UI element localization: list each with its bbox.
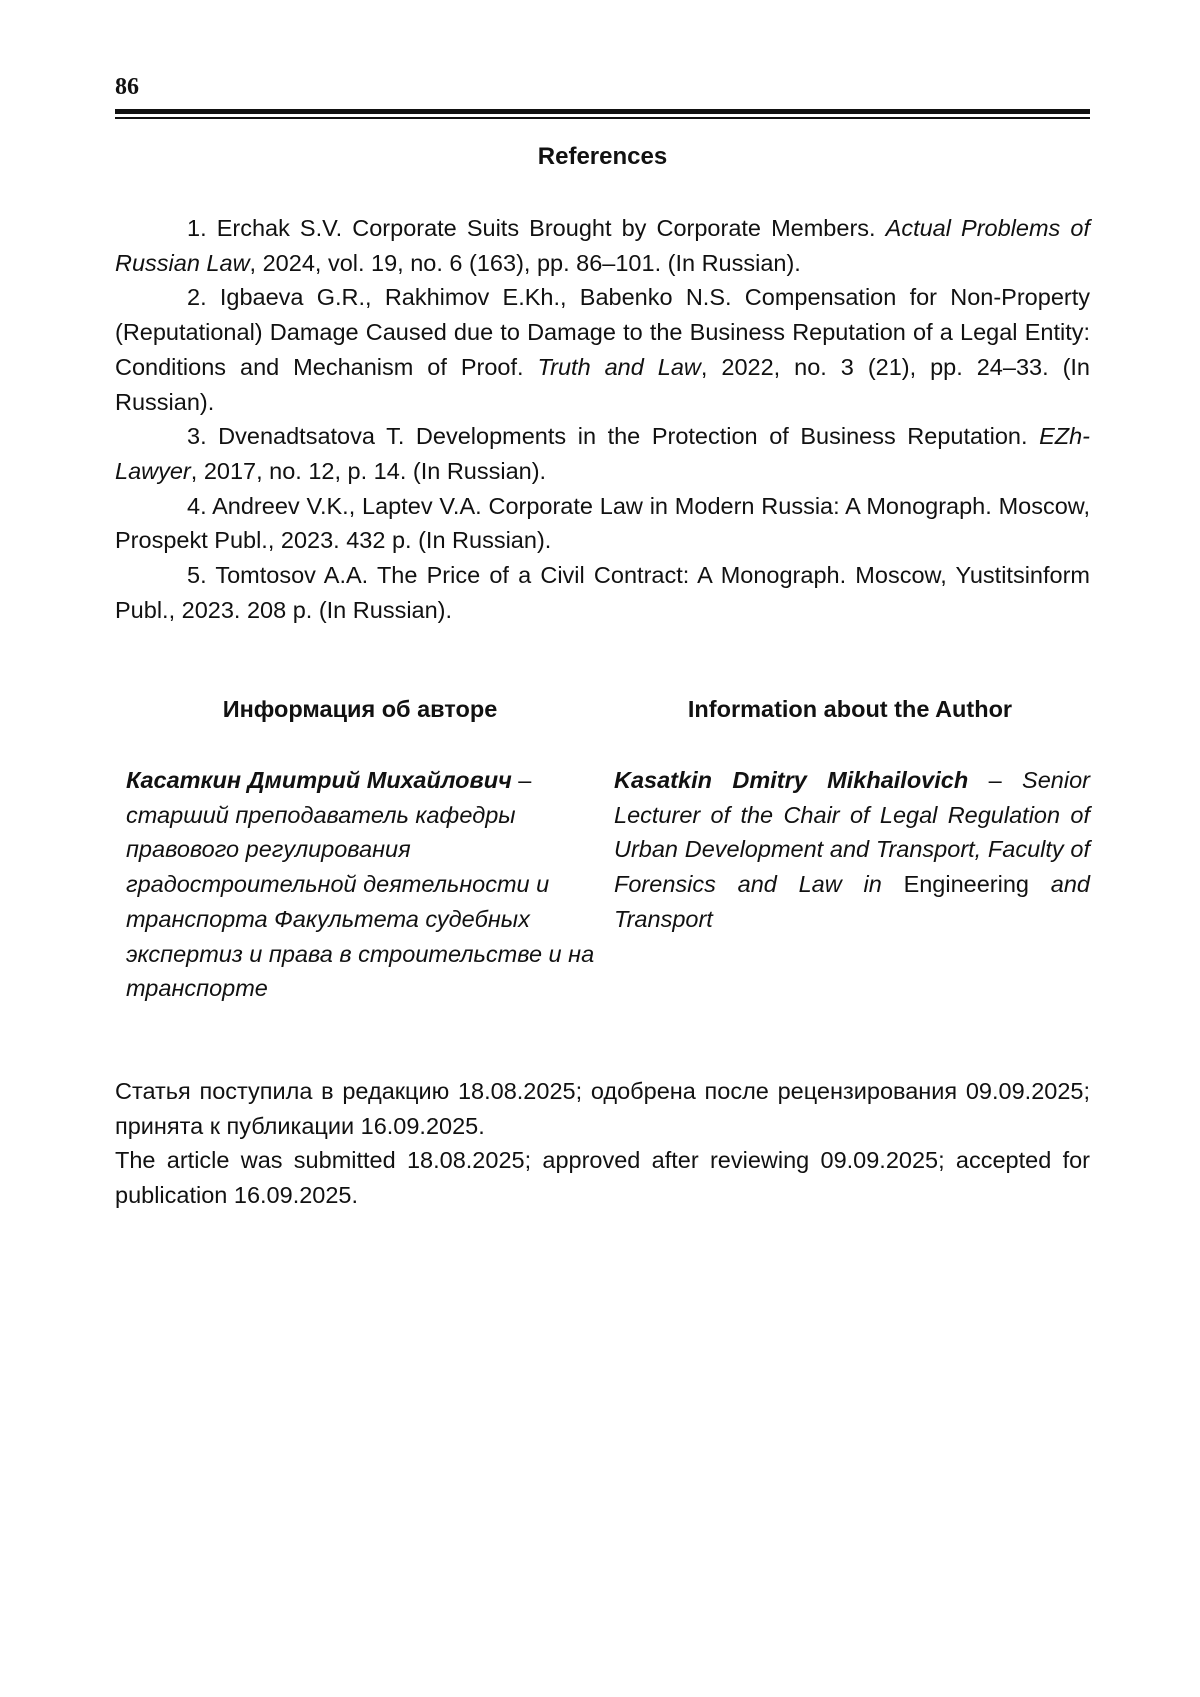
author-description-ru: старший преподаватель кафедры правового регулирования градостроительной деятельности и транспорта Факультета судебных экспертиз и права в строительстве и на транспорте [126, 801, 595, 1002]
page-number: 86 [115, 74, 139, 100]
reference-text: 3. Dvenadtsatova T. Developments in the Protection of Business Reputation. [187, 423, 1040, 450]
reference-details: , 2024, vol. 19, no. 6 (163), pp. 86–101. (In Russian). [249, 249, 801, 276]
reference-item-5: 5. Tomtosov A.A. The Price of a Civil Contract: A Monograph. Moscow, Yustitsinform Publ., 2023. 208 p. (In Russian). [115, 562, 1090, 623]
header-rule-thick [115, 109, 1090, 114]
author-info-heading-en: Information about the Author [687, 696, 1013, 722]
author-info-en [614, 763, 1090, 937]
references-list [115, 211, 1090, 627]
reference-item-1 [115, 211, 1090, 280]
reference-item-4: 4. Andreev V.K., Laptev V.A. Corporate Law in Modern Russia: A Monograph. Moscow, Prospekt Publ., 2023. 432 p. (In Russian). [115, 492, 1090, 554]
reference-details: , 2022, no. 3 (21), pp. 24–33. (In Russian). [115, 353, 1091, 415]
reference-text: 1. Erchak S.V. Corporate Suits Brought by Corporate Members. [187, 215, 886, 241]
author-description-en-upright: Engineering [903, 871, 1029, 898]
reference-source: EZh-Lawyer [115, 423, 1090, 484]
author-name-ru: Касаткин Дмитрий Михайлович [126, 767, 512, 793]
author-dash-en: – [968, 767, 1023, 793]
reference-text: 2. Igbaeva G.R., Rakhimov E.Kh., Babenko N.S. Compensation for Non-Property (Reputational) Damage Caused due to Damage to the Business Reputation of a Legal Entity: Conditions and Mechanism of Proof. [115, 284, 1090, 380]
author-description-en-end: and Transport [614, 871, 1090, 932]
reference-item-2 [115, 280, 1090, 419]
article-dates-en: The article was submitted 18.08.2025; approved after reviewing 09.09.2025; accepted for publication 16.09.2025. [115, 1147, 1090, 1209]
author-info-ru [126, 763, 596, 1006]
reference-item-3 [115, 419, 1090, 488]
author-name-en: Kasatkin Dmitry Mikhailovich [614, 767, 969, 793]
author-dash-ru: – [511, 767, 532, 793]
reference-source: Actual Problems of Russian Law [115, 215, 1090, 276]
reference-source: Truth and Law [537, 353, 701, 380]
reference-details: , 2017, no. 12, p. 14. (In Russian). [190, 457, 547, 484]
references-heading: References [537, 143, 668, 170]
header-rule-thin [115, 117, 1090, 119]
article-dates [115, 1074, 1090, 1213]
article-dates-ru: Статья поступила в редакцию 18.08.2025; одобрена после рецензирования 09.09.2025; принята к публикации 16.09.2025. [115, 1078, 1090, 1139]
author-description-en: Senior Lecturer of the Chair of Legal Regulation of Urban Development and Transport, Faculty of Forensics and Law in [614, 767, 1090, 898]
author-info-heading-ru: Информация об авторе [222, 696, 498, 722]
